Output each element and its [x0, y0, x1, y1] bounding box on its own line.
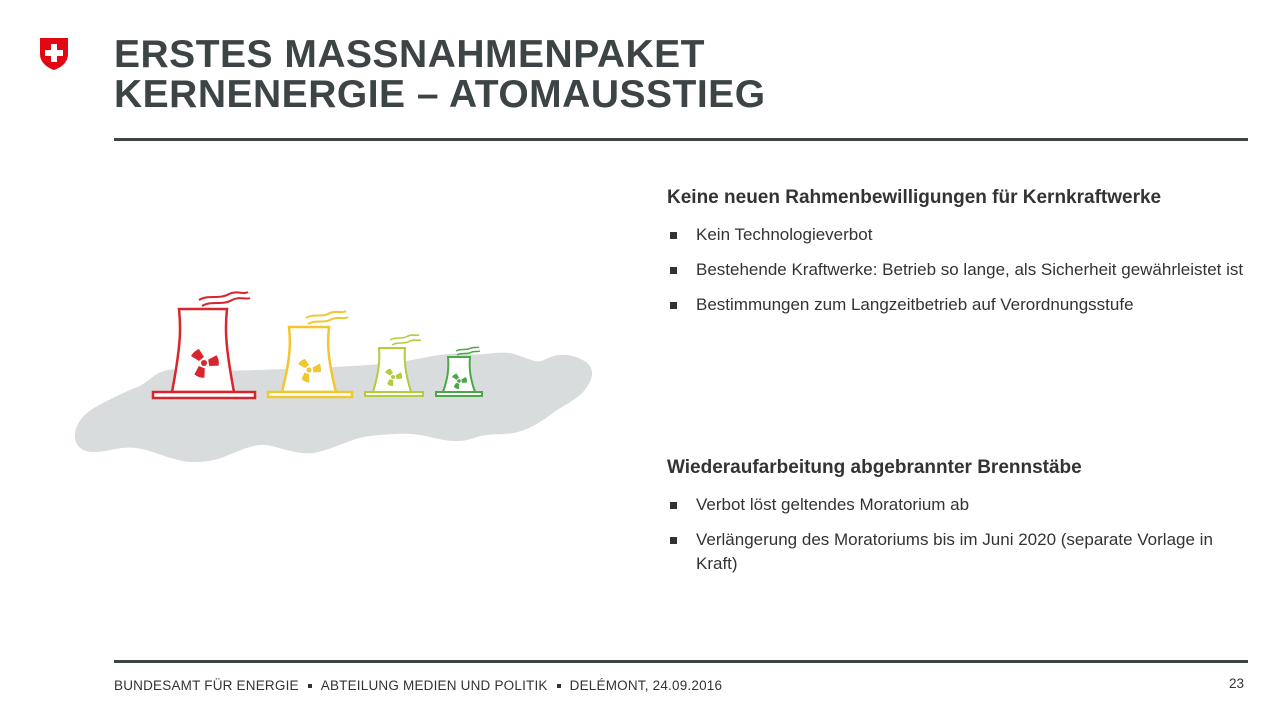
footer-office: BUNDESAMT FÜR ENERGIE [114, 678, 299, 693]
content-area [667, 184, 1257, 573]
swiss-map-shape [75, 353, 592, 462]
list-item-text: Verlängerung des Moratoriums bis im Juni 2020 (separate Vorlage in Kraft) [696, 530, 1213, 573]
bullet-square-icon [670, 302, 677, 309]
page-number: 23 [1228, 676, 1244, 691]
page-title-line-1: ERSTES MASSNAHMENPAKET [114, 33, 705, 76]
list-item-text: Bestehende Kraftwerke: Betrieb so lange, als Sicherheit gewährleistet ist [696, 260, 1244, 279]
bullet-list [667, 493, 1257, 576]
list-item [667, 258, 1257, 282]
section-heading: Keine neuen Rahmenbewilligungen für Kernkraftwerke [667, 187, 1162, 208]
page-title-line-2: KERNENERGIE – ATOMAUSSTIEG [114, 73, 766, 116]
list-item [667, 493, 1257, 517]
list-item-text: Kein Technologieverbot [696, 225, 873, 244]
header-divider [114, 138, 1248, 141]
footer [114, 678, 722, 693]
footer-separator-icon [308, 684, 312, 688]
section-no-new-permits [667, 184, 1257, 317]
bullet-square-icon [670, 537, 677, 544]
nuclear-cooling-towers-illustration [66, 280, 600, 470]
section-reprocessing [667, 454, 1257, 587]
footer-separator-icon [557, 684, 561, 688]
page-title [114, 35, 1234, 115]
bullet-square-icon [670, 502, 677, 509]
bullet-list [667, 223, 1257, 317]
list-item-text: Bestimmungen zum Langzeitbetrieb auf Verordnungsstufe [696, 295, 1134, 314]
swiss-cross-shield-icon [38, 37, 70, 71]
footer-department: ABTEILUNG MEDIEN UND POLITIK [320, 678, 548, 693]
list-item [667, 528, 1257, 576]
section-heading: Wiederaufarbeitung abgebrannter Brennstäbe [667, 457, 1082, 478]
bullet-square-icon [670, 232, 677, 239]
list-item-text: Verbot löst geltendes Moratorium ab [696, 495, 970, 514]
footer-divider [114, 660, 1248, 663]
footer-place-date: DELÉMONT, 24.09.2016 [569, 678, 723, 693]
list-item [667, 293, 1257, 317]
bullet-square-icon [670, 267, 677, 274]
list-item [667, 223, 1257, 247]
